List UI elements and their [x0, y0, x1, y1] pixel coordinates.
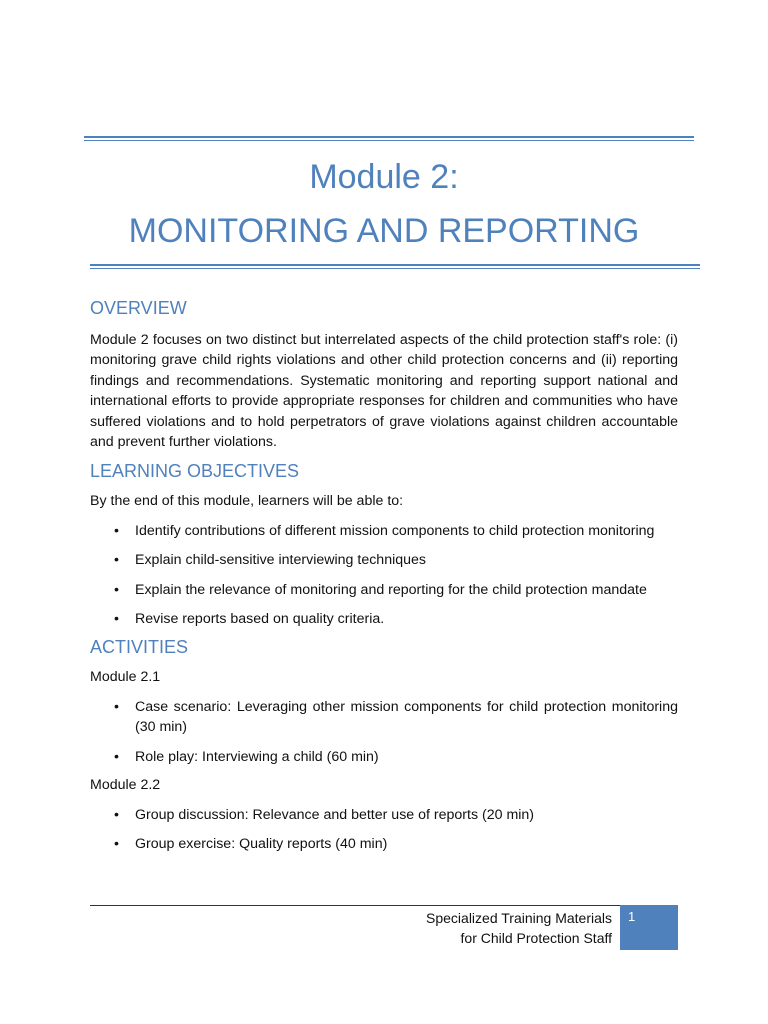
module-2-1-label: Module 2.1 [90, 669, 161, 686]
title-rule-bottom [90, 264, 700, 266]
bullet-icon: • [114, 581, 119, 598]
objectives-heading: LEARNING OBJECTIVES [90, 461, 300, 482]
page-number-box [620, 905, 678, 950]
module-name-title: MONITORING AND REPORTING [128, 212, 640, 250]
list-item: • Identify contributions of different mission components to child protection monitoring [90, 521, 678, 541]
list-item: • Role play: Interviewing a child (60 min) [90, 747, 678, 767]
list-item: • Explain child-sensitive interviewing techniques [90, 550, 678, 570]
overview-heading: OVERVIEW [90, 298, 187, 318]
page-content [90, 296, 678, 854]
list-item: • Explain the relevance of monitoring and reporting for the child protection mandate [90, 580, 678, 600]
list-item: • Case scenario: Leveraging other mission components for child protection monitoring (30 min) [114, 698, 678, 736]
objectives-list [90, 521, 678, 630]
activities-heading: ACTIVITIES [90, 637, 189, 658]
module-2-1-activities [90, 697, 678, 767]
bullet-icon: • [114, 698, 119, 715]
title-rule-top [84, 136, 694, 138]
title-rule-bottom-thin [90, 268, 700, 269]
list-item: • Group discussion: Relevance and better use of reports (20 min) [90, 805, 678, 825]
bullet-icon: • [114, 552, 119, 569]
bullet-icon: • [114, 806, 119, 823]
overview-paragraph: Module 2 focuses on two distinct but interrelated aspects of the child protection staff's role: (i) monitoring grave child rights violations and other child protection concerns and (ii) reporting findings and recommendations. Systematic monitoring and reporting support national and international efforts to provide appropriate responses for children and communities who have suffered violations and to hold perpetrators of grave violations against children accountable and prevent further violations. [90, 332, 678, 451]
module-number-title: Module 2: [309, 158, 459, 196]
bullet-icon: • [114, 748, 119, 765]
bullet-icon: • [114, 835, 119, 852]
footer-title [426, 909, 612, 948]
footer-line-1: Specialized Training Materials [426, 910, 612, 926]
footer-line-2: for Child Protection Staff [460, 929, 612, 946]
title-rule-top-thin [84, 140, 694, 141]
module-2-2-label: Module 2.2 [90, 777, 161, 794]
objectives-intro: By the end of this module, learners will be able to: [90, 493, 404, 510]
list-item: • Revise reports based on quality criteria. [90, 609, 678, 629]
module-2-2-activities [90, 805, 678, 855]
page-number: 1 [628, 909, 636, 924]
list-item: • Group exercise: Quality reports (40 min) [90, 834, 678, 854]
footer-rule [90, 905, 678, 906]
bullet-icon: • [114, 611, 119, 628]
bullet-icon: • [114, 522, 119, 539]
